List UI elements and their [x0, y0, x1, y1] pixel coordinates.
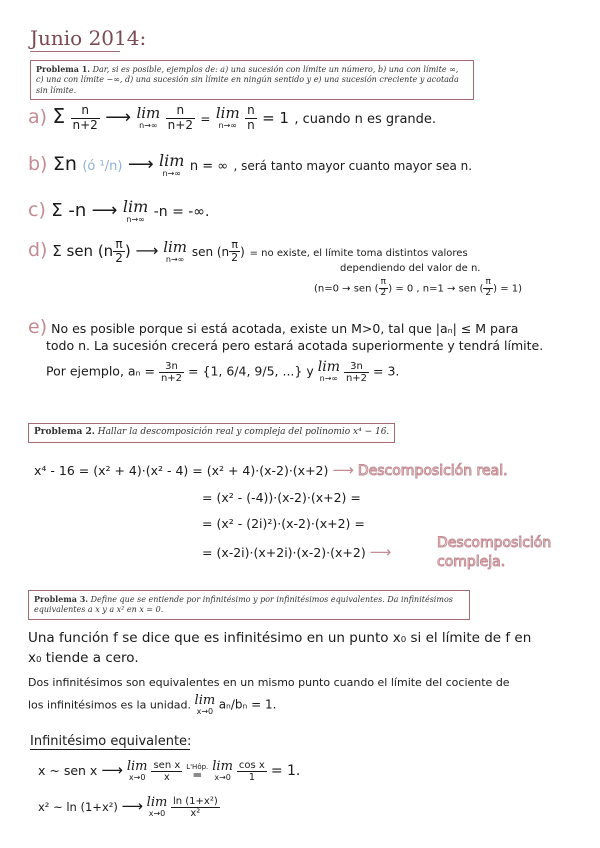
denominator: n [247, 117, 255, 132]
numerator: π [113, 238, 125, 252]
numerator: 3n [159, 361, 184, 373]
problem-1-label: Problema 1. [36, 64, 91, 74]
answer-e-line2: todo n. La sucesión crecerá pero estará acotada superiormente y tendrá límite. [46, 338, 544, 353]
lim-sub: n→∞ [139, 120, 158, 130]
lim-text: lim [212, 759, 233, 774]
sum-expr: Σ -n [51, 200, 87, 222]
limit-e [318, 360, 340, 384]
arrow-icon: ⟶ [105, 107, 132, 128]
example-set: = {1, 6/4, 9/5, ...} [188, 363, 303, 379]
fraction-pi-2c [379, 278, 389, 299]
complex-decomposition-note-1: Descomposición [437, 535, 552, 551]
fraction-n-over-n [245, 104, 257, 131]
lim-sub: n→∞ [162, 168, 181, 178]
lim-text: lim [122, 197, 149, 216]
real-decomposition-note: Descomposición real. [357, 463, 508, 479]
result-e: = 3. [373, 363, 400, 379]
arrow-icon: ⟶ [91, 200, 118, 222]
arrow-icon: ⟶ [369, 543, 392, 561]
arrow-icon: ⟶ [101, 761, 123, 780]
example-text: Por ejemplo, aₙ = [46, 363, 155, 379]
lim-text: lim [136, 104, 161, 123]
numerator: 3n [344, 361, 369, 373]
p3-heading [30, 734, 191, 750]
conjunction: y [306, 363, 314, 379]
lhopital-label: L'Hôp. [186, 763, 209, 772]
expr-b: n = ∞ [189, 159, 229, 175]
denominator: 2 [231, 251, 239, 265]
numerator: cos x [238, 760, 265, 772]
lim-sub: n→∞ [165, 254, 185, 264]
comment-a: , cuando n es grande. [294, 112, 437, 127]
limit-d [163, 239, 187, 264]
denominator: 2 [380, 287, 387, 298]
p2-line4-text: = (x-2i)·(x+2i)·(x-2)·(x+2) [202, 545, 366, 560]
letter-c: c) [28, 199, 46, 222]
comment-d1: = no existe, el límite toma distintos valores [249, 248, 468, 260]
alt-expr: (ó ¹/n) [82, 159, 123, 175]
problem-3-statement [28, 590, 470, 620]
denominator: 2 [115, 251, 123, 266]
limit-a-2 [216, 105, 240, 130]
numerator: n [71, 104, 100, 118]
fraction-cosx-1 [237, 760, 267, 783]
expr-c: -n = -∞. [153, 204, 210, 221]
def2-expr: aₙ/bₙ = 1. [218, 697, 277, 712]
lim-text: lim [146, 795, 168, 810]
p3-def2-line2-text: los infinitésimos es la unidad. [28, 698, 192, 712]
title-text: Junio 2014: [30, 26, 147, 50]
comment-d2: dependiendo del valor de n. [340, 263, 481, 274]
fraction-ln-x2 [171, 796, 220, 819]
e-line1-text: No es posible porque si está acotada, existe un M>0, tal que |aₙ| ≤ M para [51, 321, 519, 336]
numerator: π [379, 278, 389, 289]
letter-d: d) [28, 239, 48, 262]
comment-d3b: ) = 0 , n=1 → sen ( [388, 283, 484, 295]
lim-sub: n→∞ [126, 214, 145, 224]
numerator: π [483, 278, 493, 289]
limit-a [136, 105, 160, 130]
numerator: n [247, 103, 255, 118]
letter-e: e) [28, 316, 48, 338]
comment-d3c: ) = 1) [493, 283, 523, 295]
lim-sub: x→0 [148, 809, 166, 819]
sum-symbol: Σ [52, 104, 66, 128]
page-title [30, 26, 146, 52]
denominator: n+2 [167, 117, 193, 132]
lim-sub: n→∞ [218, 120, 237, 130]
p3-eq2 [38, 796, 220, 819]
fraction-a-2 [166, 104, 195, 131]
comment-d3 [314, 278, 522, 299]
fraction-pi-2 [113, 238, 125, 265]
answer-e-example [46, 360, 399, 384]
p3-def2-line1: Dos infinitésimos son equivalentes en un mismo punto cuando el límite del cociente de [28, 676, 510, 689]
lim-text: lim [215, 104, 240, 123]
p2-line3: = (x² - (2i)²)·(x-2)·(x+2) = [202, 516, 365, 531]
arrow-icon: ⟶ [332, 461, 354, 479]
eq1-result: = 1. [270, 763, 301, 780]
denominator: x² [190, 808, 201, 820]
fraction-n-over-n2 [71, 104, 100, 131]
eq2-left: x² ~ ln (1+x²) [38, 800, 118, 815]
expr-d: sen (n [191, 245, 230, 260]
fraction-3n-n2b [344, 361, 369, 384]
sum-expr: Σn [52, 153, 77, 176]
p2-line2: = (x² - (-4))·(x-2)·(x+2) = [202, 490, 361, 505]
fraction-senx-x [151, 760, 182, 783]
p3-def1-line1: Una función f se dice que es infinitésimo en un punto x₀ si el límite de f en [28, 630, 532, 646]
lhopital-equals: L'Hôp. ═ [186, 763, 209, 782]
answer-b [28, 152, 472, 178]
problem-1-text: Dar, si es posible, ejemplos de: a) una sucesión con límite un número, b) una con límite ∞, c) una con límite −∞, d) una sucesión sin límite en ningún sentido y e) una sucesión creciente y acotada sin límite. [36, 65, 459, 95]
denominator: n+2 [160, 372, 183, 384]
denominator: 1 [248, 772, 256, 784]
problem-3-label: Problema 3. [34, 594, 89, 604]
problem-2-label: Problema 2. [34, 427, 95, 437]
p3-def2-line2 [28, 694, 276, 717]
lim-sub: x→0 [214, 773, 231, 783]
comment-d3a: (n=0 → sen ( [314, 283, 379, 295]
problem-1-statement [30, 60, 474, 100]
numerator: ln (1+x²) [172, 796, 218, 808]
fraction-3n-n2 [159, 361, 184, 384]
lim-text: lim [126, 759, 148, 774]
equals: = [200, 112, 211, 126]
answer-a [28, 104, 436, 132]
paren: ) [124, 242, 131, 261]
limit-c [123, 198, 148, 224]
answer-e-line1 [28, 316, 518, 338]
limit-eq1b [212, 760, 233, 783]
result: = 1 [262, 109, 289, 127]
comment-b: , será tanto mayor cuanto mayor sea n. [233, 159, 473, 174]
p2-line1 [34, 461, 508, 479]
lim-text: lim [163, 238, 188, 257]
arrow-icon: ⟶ [127, 154, 154, 176]
numerator: n [166, 104, 195, 118]
letter-a: a) [28, 106, 48, 128]
p3-heading-text: Infinitésimo equivalente: [30, 734, 192, 749]
complex-decomposition-note-2: compleja. [437, 554, 506, 570]
problem-2-statement [28, 423, 395, 443]
p3-def1-line2: x₀ tiende a cero. [28, 650, 139, 666]
answer-c [28, 198, 209, 224]
letter-b: b) [28, 153, 48, 176]
lim-sub: x→0 [196, 707, 214, 717]
fraction-pi-2d [483, 278, 493, 299]
denominator: 2 [485, 287, 492, 298]
numerator: sen x [153, 760, 181, 772]
arrow-icon: ⟶ [135, 241, 159, 261]
lim-sub: x→0 [128, 773, 146, 783]
fraction-pi-2b [229, 239, 240, 264]
lim-text: lim [159, 151, 185, 170]
limit-eq2 [147, 796, 168, 819]
problem-2-text: Hallar la descomposición real y compleja del polinomio x⁴ − 16. [97, 427, 390, 437]
paren: ) [240, 245, 245, 260]
p3-eq1 [38, 760, 300, 783]
problem-3-text: Define que se entiende por infinitésimo y por infinitésimos equivalentes. Da infinitésimos equivalentes a x y a x² en x = 0. [34, 595, 453, 615]
denominator: n+2 [345, 372, 368, 384]
p2-line4 [202, 543, 391, 561]
limit-eq1 [127, 760, 148, 783]
denominator: x [163, 772, 170, 784]
eq1-left: x ~ sen x [38, 763, 98, 779]
lim-sub: n→∞ [319, 374, 339, 384]
limit-b [159, 152, 184, 178]
sum-expr: Σ sen (n [52, 242, 114, 261]
lim-text: lim [317, 359, 340, 375]
numerator: π [229, 239, 240, 252]
p2-line1-text: x⁴ - 16 = (x² + 4)·(x² - 4) = (x² + 4)·(x-2)·(x+2) [34, 463, 329, 478]
arrow-icon: ⟶ [121, 797, 144, 816]
limit-def [195, 694, 216, 717]
lim-text: lim [194, 693, 216, 708]
answer-d [28, 238, 468, 265]
denominator: n+2 [72, 117, 98, 132]
